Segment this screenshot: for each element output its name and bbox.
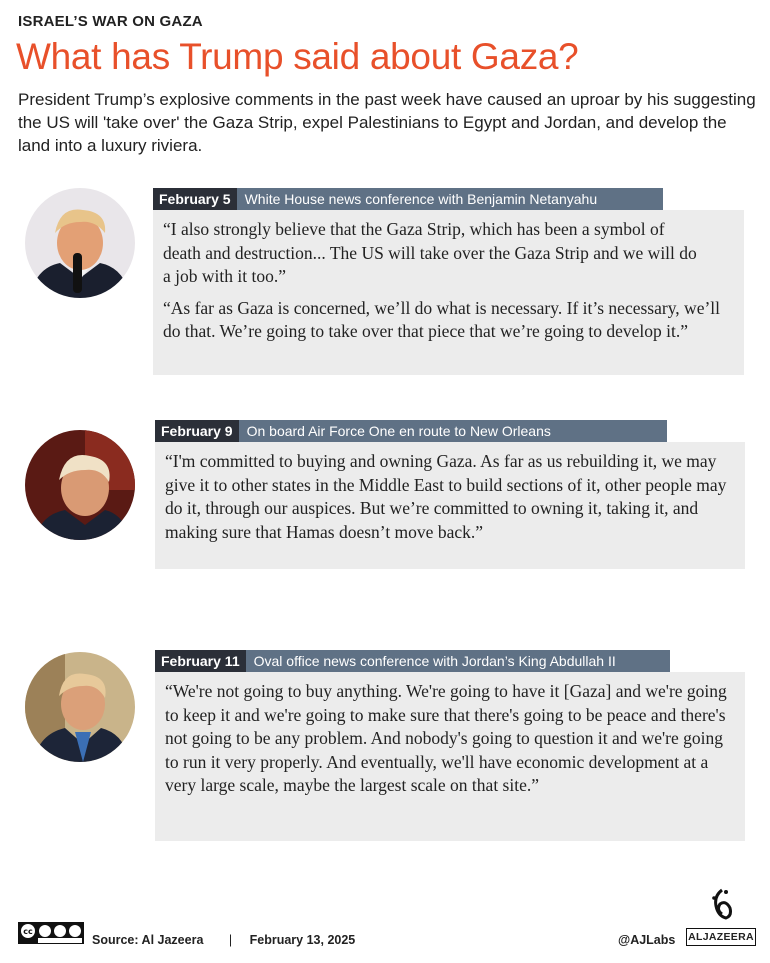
aljazeera-logo [686, 886, 758, 950]
source-text: Source: Al Jazeera [92, 933, 204, 947]
entry-2-quote-1: “I'm committed to buying and owning Gaza. As far as us rebuilding it, we may give it to other states in the Middle East to build sections of it, other people may do it, through our auspices. But we’re committed to owning it, taking it, and making sure that Hamas doesn’t move back.” [165, 451, 727, 542]
entry-3-date: February 11 [155, 650, 246, 672]
aljazeera-calligraphy-icon [686, 886, 758, 926]
portrait-photo-1 [25, 188, 135, 298]
entry-2-event: On board Air Force One en route to New Orleans [239, 420, 667, 442]
portrait-photo-2 [25, 430, 135, 540]
cc-by-nc-sa-icon [18, 922, 84, 944]
footer-separator: | [228, 933, 233, 947]
aljazeera-wordmark: ALJAZEERA [686, 928, 756, 946]
entry-3-quote-box [155, 672, 745, 841]
portrait-photo-3 [25, 652, 135, 762]
entry-3-tag [155, 650, 670, 672]
kicker: ISRAEL’S WAR ON GAZA [18, 13, 203, 30]
ajlabs-handle: @AJLabs [618, 933, 676, 947]
entry-1-quote-2: “As far as Gaza is concerned, we’ll do what is necessary. If it’s necessary, we’ll do that. We’re going to take over that piece that we’re going to develop it.” [163, 297, 721, 342]
page-title: What has Trump said about Gaza? [16, 36, 579, 77]
footer [18, 922, 758, 952]
footer-date: February 13, 2025 [249, 933, 356, 947]
svg-text:cc: cc [23, 927, 33, 936]
entry-3-quote-1: “We're not going to buy anything. We're going to have it [Gaza] and we're going to keep it and we're going to make sure that there's going to be peace and there's not going to be any problem. And nobody's going to question it and we're going to run it very properly. And eventually, we'll have economic development at a very large scale, maybe the largest scale on that site.” [165, 681, 727, 796]
entry-2-tag [155, 420, 667, 442]
entry-1-quote-box [153, 210, 744, 375]
entry-2-quote-box [155, 442, 745, 569]
entry-1-event: White House news conference with Benjamin Netanyahu [237, 188, 663, 210]
entry-1-quote-1: “I also strongly believe that the Gaza Strip, which has been a symbol of death and destruction... The US will take over the Gaza Strip and we will do a job with it too.” [163, 219, 697, 287]
entry-1-tag [153, 188, 663, 210]
entry-3-event: Oval office news conference with Jordan’s King Abdullah II [246, 650, 670, 672]
intro-text: President Trump’s explosive comments in the past week have caused an uproar by his suggesting the US will 'take over' the Gaza Strip, expel Palestinians to Egypt and Jordan, and develop the land into a luxury riviera. [18, 90, 756, 155]
entry-1-date: February 5 [153, 188, 237, 210]
entry-2-date: February 9 [155, 420, 239, 442]
source-line [92, 933, 363, 947]
